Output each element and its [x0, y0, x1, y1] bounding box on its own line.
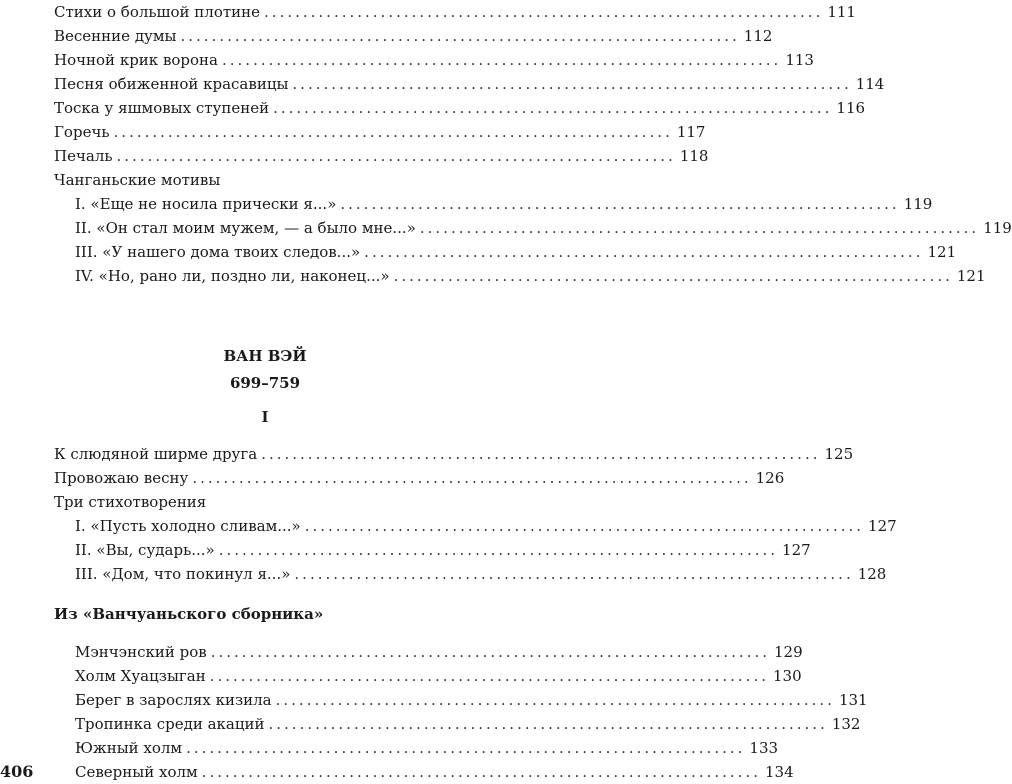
entry-page: 117	[676, 123, 706, 141]
leader-dots: ........................................................................	[113, 123, 673, 141]
leader-dots: ........................................................................	[294, 565, 854, 583]
entry-page: 112	[743, 27, 773, 45]
leader-dots: ........................................................................	[218, 541, 779, 559]
entry-title: К слюдяной ширме друга	[54, 445, 258, 463]
leader-dots: ........................................................................	[116, 147, 676, 165]
author-name: ВАН ВЭЙ	[223, 347, 307, 365]
entry-title: Весенние думы	[54, 27, 177, 45]
toc-subentry	[75, 216, 1012, 240]
entry-page: 119	[983, 219, 1012, 237]
toc-subentry	[75, 562, 887, 586]
leader-dots: ........................................................................	[186, 739, 746, 757]
toc-subentry	[75, 538, 811, 562]
leader-dots: ........................................................................	[264, 3, 824, 21]
leader-dots: ........................................................................	[273, 99, 833, 117]
toc-subentry	[75, 514, 897, 538]
toc-subentry	[75, 664, 802, 688]
entry-page: 132	[831, 715, 861, 733]
entry-title: Тропинка среди акаций	[75, 715, 265, 733]
entry-page: 134	[764, 763, 794, 781]
entry-title: Ночной крик ворона	[54, 51, 218, 69]
entry-page: 125	[824, 445, 854, 463]
leader-dots: ........................................................................	[393, 267, 953, 285]
entry-page: 113	[785, 51, 814, 69]
entry-page: 118	[679, 147, 709, 165]
leader-dots: ........................................................................	[292, 75, 852, 93]
entry-title: Горечь	[54, 123, 110, 141]
toc-entry	[54, 442, 854, 466]
toc-entry	[54, 144, 709, 168]
leader-dots: ........................................................................	[222, 51, 782, 69]
leader-dots: ........................................................................	[180, 27, 740, 45]
page-number: 406	[0, 762, 34, 781]
entry-title: III. «У нашего дома твоих следов...»	[75, 243, 361, 261]
entry-page: 119	[903, 195, 933, 213]
leader-dots: ........................................................................	[261, 445, 821, 463]
entry-page: 116	[836, 99, 866, 117]
leader-dots: ........................................................................	[275, 691, 835, 709]
toc-subentry	[75, 264, 986, 288]
toc-subentry	[75, 760, 794, 784]
entry-page: 133	[749, 739, 779, 757]
entry-page: 128	[857, 565, 887, 583]
leader-dots: ........................................................................	[201, 763, 761, 781]
entry-page: 127	[782, 541, 811, 559]
entry-title: IV. «Но, рано ли, поздно ли, наконец...»	[75, 267, 390, 285]
entry-title: I. «Пусть холодно сливам...»	[75, 517, 301, 535]
toc-subentry	[75, 640, 803, 664]
entry-title: Провожаю весну	[54, 469, 189, 487]
leader-dots: ........................................................................	[340, 195, 900, 213]
leader-dots: ........................................................................	[210, 643, 771, 661]
cycle-title: Три стихотворения	[54, 493, 207, 511]
entry-page: 126	[755, 469, 785, 487]
entry-page: 131	[838, 691, 868, 709]
leader-dots: ........................................................................	[364, 243, 924, 261]
entry-title: Южный холм	[75, 739, 183, 757]
leader-dots: ........................................................................	[419, 219, 980, 237]
leader-dots: ........................................................................	[209, 667, 769, 685]
cycle-title: Чанганьские мотивы	[54, 171, 221, 189]
toc-subentry	[75, 712, 861, 736]
entry-title: Берег в зарослях кизила	[75, 691, 272, 709]
entry-title: Стихи о большой плотине	[54, 3, 261, 21]
entry-page: 114	[855, 75, 885, 93]
author-years: 699–759	[229, 374, 301, 392]
entry-title: I. «Еще не носила прически я...»	[75, 195, 337, 213]
entry-title: Печаль	[54, 147, 113, 165]
entry-title: Холм Хуацзыган	[75, 667, 206, 685]
toc-entry	[54, 48, 814, 72]
entry-page: 129	[774, 643, 803, 661]
entry-title: II. «Вы, сударь...»	[75, 541, 215, 559]
leader-dots: ........................................................................	[192, 469, 752, 487]
toc-subentry	[75, 240, 957, 264]
toc-entry	[54, 0, 856, 24]
toc-subentry	[75, 688, 868, 712]
entry-title: Тоска у яшмовых ступеней	[54, 99, 270, 117]
entry-title: Северный холм	[75, 763, 198, 781]
entry-title: Песня обиженной красавицы	[54, 75, 289, 93]
part-number: I	[261, 408, 269, 426]
entry-page: 127	[868, 517, 897, 535]
toc-entry	[54, 96, 866, 120]
toc-entry	[54, 24, 773, 48]
entry-page: 121	[927, 243, 957, 261]
leader-dots: ........................................................................	[304, 517, 865, 535]
collection-heading: Из «Ванчуаньского сборника»	[54, 605, 324, 623]
entry-title: II. «Он стал моим мужем, — а было мне...»	[75, 219, 416, 237]
toc-entry	[54, 466, 785, 490]
toc-entry	[54, 72, 885, 96]
entry-page: 121	[956, 267, 986, 285]
entry-page: 130	[773, 667, 802, 685]
toc-entry	[54, 120, 706, 144]
toc-subentry	[75, 192, 933, 216]
entry-title: III. «Дом, что покинул я...»	[75, 565, 291, 583]
entry-page: 111	[827, 3, 856, 21]
toc-subentry	[75, 736, 779, 760]
leader-dots: ........................................................................	[268, 715, 828, 733]
entry-title: Мэнчэнский ров	[75, 643, 207, 661]
